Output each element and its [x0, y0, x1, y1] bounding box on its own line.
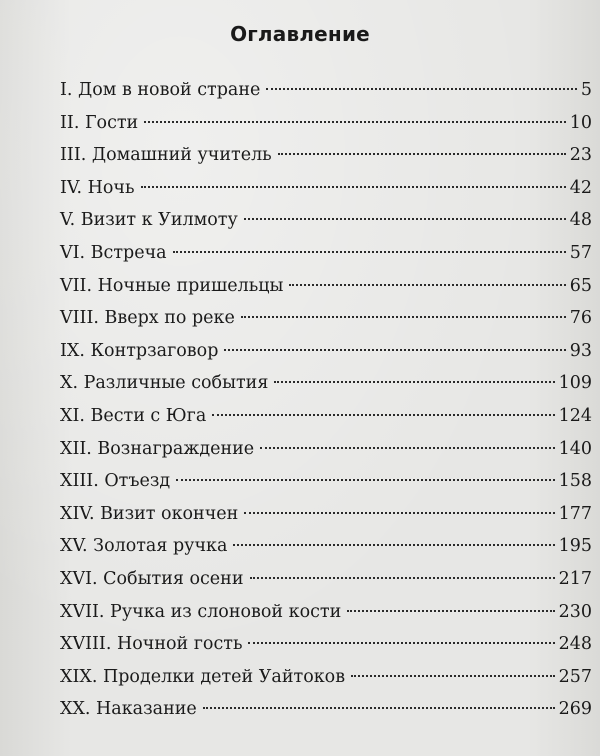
toc-entry-4 — [60, 172, 592, 205]
dot-leader — [278, 153, 566, 155]
chapter-title: VI. Встреча — [60, 242, 167, 263]
chapter-title: XI. Вести с Юга — [60, 405, 207, 426]
chapter-title: I. Дом в новой стране — [60, 80, 261, 100]
dot-leader — [347, 610, 554, 612]
dot-leader — [351, 675, 555, 677]
toc-entry-7 — [60, 270, 592, 303]
page-number: 5 — [580, 80, 592, 100]
chapter-title: XVIII. Ночной гость — [60, 634, 243, 655]
toc-entry-2 — [60, 107, 592, 140]
toc-entry-13 — [60, 465, 592, 498]
dot-leader — [289, 284, 565, 286]
toc-entry-10 — [60, 367, 592, 400]
toc-entry-8 — [60, 302, 592, 335]
table-of-contents — [60, 74, 592, 726]
dot-leader — [266, 88, 577, 90]
toc-entry-16 — [60, 563, 592, 596]
dot-leader — [224, 349, 565, 351]
toc-entry-17 — [60, 596, 592, 629]
page-number: 257 — [558, 666, 592, 687]
toc-entry-3 — [60, 139, 592, 172]
page-number: 76 — [569, 308, 592, 329]
chapter-title: XIII. Отъезд — [60, 471, 171, 492]
page-number: 10 — [569, 112, 592, 133]
dot-leader — [141, 186, 566, 188]
toc-entry-6 — [60, 237, 592, 270]
chapter-title: V. Визит к Уилмоту — [60, 210, 238, 231]
toc-entry-15 — [60, 530, 592, 563]
chapter-title: XVI. События осени — [60, 568, 244, 589]
page-number: 93 — [569, 340, 592, 361]
toc-entry-20 — [60, 693, 592, 726]
page-number: 124 — [558, 405, 592, 426]
toc-entry-1 — [60, 74, 592, 107]
page-number: 42 — [569, 177, 592, 198]
dot-leader — [250, 577, 555, 579]
toc-entry-12 — [60, 433, 592, 466]
chapter-title: II. Гости — [60, 112, 139, 133]
chapter-title: XIX. Проделки детей Уайтоков — [60, 666, 346, 687]
page-number: 230 — [558, 601, 592, 622]
toc-entry-9 — [60, 335, 592, 368]
dot-leader — [212, 414, 554, 416]
page-number: 140 — [558, 438, 592, 459]
dot-leader — [260, 447, 554, 449]
dot-leader — [203, 707, 555, 709]
page-number: 269 — [558, 699, 592, 720]
dot-leader — [233, 544, 554, 546]
dot-leader — [248, 642, 554, 644]
dot-leader — [241, 316, 566, 318]
page-number: 248 — [558, 634, 592, 655]
toc-entry-19 — [60, 661, 592, 694]
dot-leader — [176, 479, 554, 481]
page-number: 158 — [558, 471, 592, 492]
chapter-title: XX. Наказание — [60, 699, 197, 720]
chapter-title: XIV. Визит окончен — [60, 503, 239, 524]
chapter-title: IX. Контрзаговор — [60, 340, 219, 361]
page-number: 57 — [569, 242, 592, 263]
chapter-title: IV. Ночь — [60, 177, 135, 198]
dot-leader — [274, 381, 554, 383]
chapter-title: VIII. Вверх по реке — [60, 308, 235, 329]
dot-leader — [173, 251, 566, 253]
chapter-title: XVII. Ручка из слоновой кости — [60, 601, 342, 622]
page-number: 195 — [558, 536, 592, 557]
page-number: 65 — [569, 275, 592, 296]
dot-leader — [244, 218, 566, 220]
page-number: 177 — [558, 503, 592, 524]
dot-leader — [244, 512, 554, 514]
page-number: 217 — [558, 568, 592, 589]
chapter-title: X. Различные события — [60, 373, 269, 394]
dot-leader — [144, 121, 565, 123]
toc-entry-18 — [60, 628, 592, 661]
toc-entry-14 — [60, 498, 592, 531]
page-number: 48 — [569, 210, 592, 231]
page-number: 109 — [558, 373, 592, 394]
chapter-title: XV. Золотая ручка — [60, 536, 228, 557]
chapter-title: XII. Вознаграждение — [60, 438, 255, 459]
page-number: 23 — [569, 145, 592, 166]
chapter-title: III. Домашний учитель — [60, 145, 272, 166]
chapter-title: VII. Ночные пришельцы — [60, 275, 284, 296]
page-title: Оглавление — [230, 22, 370, 46]
toc-entry-5 — [60, 204, 592, 237]
toc-entry-11 — [60, 400, 592, 433]
